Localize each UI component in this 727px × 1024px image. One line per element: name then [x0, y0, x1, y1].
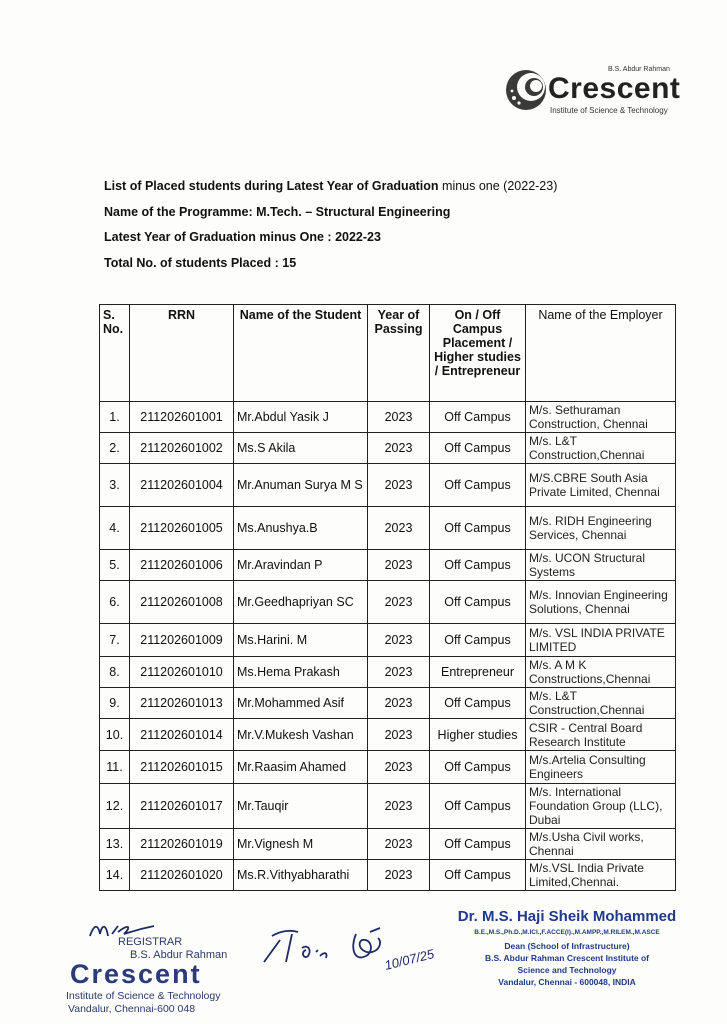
- signature-date: 10/07/25: [382, 946, 436, 973]
- row-sno: 2.: [100, 433, 130, 464]
- table-row: [100, 507, 676, 550]
- row-student-name: Mr.V.Mukesh Vashan: [234, 719, 368, 751]
- row-sno: 5.: [100, 550, 130, 581]
- row-rrn: 211202601017: [130, 784, 234, 829]
- row-rrn: 211202601009: [130, 624, 234, 657]
- row-sno: 14.: [100, 860, 130, 891]
- row-sno: 4.: [100, 507, 130, 550]
- row-sno: 3.: [100, 464, 130, 507]
- row-year: 2023: [368, 719, 430, 751]
- institute-logo: [500, 62, 700, 122]
- row-year: 2023: [368, 507, 430, 550]
- row-rrn: 211202601008: [130, 581, 234, 624]
- row-employer: M/s. L&T Construction,Chennai: [526, 433, 676, 464]
- header-employer: Name of the Employer: [526, 305, 676, 402]
- row-rrn: 211202601019: [130, 829, 234, 860]
- dean-institute-line1: B.S. Abdur Rahman Crescent Institute of: [484, 953, 650, 963]
- row-placement: Off Campus: [430, 860, 526, 891]
- row-sno: 1.: [100, 402, 130, 433]
- dean-title: Dean (School of Infrastructure): [504, 941, 630, 951]
- row-year: 2023: [368, 550, 430, 581]
- dean-address: Vandalur, Chennai - 600048, INDIA: [498, 977, 636, 987]
- registrar-org: B.S. Abdur Rahman: [130, 949, 228, 961]
- table-row: [100, 829, 676, 860]
- registrar-seal: [66, 920, 256, 1020]
- row-year: 2023: [368, 688, 430, 719]
- header-year: Year of Passing: [368, 305, 430, 402]
- header-sno: S. No.: [100, 305, 130, 402]
- dean-qualifications: B.E.,M.S.,Ph.D.,M.ICI.,F.ACCE(I).,M.AMPP.,M.RILEM.,M.ASCE: [474, 929, 660, 936]
- row-year: 2023: [368, 829, 430, 860]
- row-rrn: 211202601006: [130, 550, 234, 581]
- row-rrn: 211202601001: [130, 402, 234, 433]
- row-year: 2023: [368, 751, 430, 784]
- row-employer: M/s. International Foundation Group (LLC), Dubai: [526, 784, 676, 829]
- row-sno: 8.: [100, 657, 130, 688]
- row-placement: Off Campus: [430, 402, 526, 433]
- row-student-name: Mr.Vignesh M: [234, 829, 368, 860]
- row-student-name: Ms.R.Vithyabharathi: [234, 860, 368, 891]
- table-row: [100, 860, 676, 891]
- table-row: [100, 581, 676, 624]
- row-placement: Off Campus: [430, 507, 526, 550]
- row-placement: Off Campus: [430, 581, 526, 624]
- row-student-name: Mr.Geedhapriyan SC: [234, 581, 368, 624]
- row-placement: Off Campus: [430, 433, 526, 464]
- list-heading-normal: minus one (2022-23): [442, 179, 558, 193]
- row-employer: CSIR - Central Board Research Institute: [526, 719, 676, 751]
- total-placed-heading: Total No. of students Placed : 15: [104, 256, 297, 270]
- registrar-institute: Institute of Science & Technology: [66, 990, 221, 1002]
- row-employer: M/s.Usha Civil works, Chennai: [526, 829, 676, 860]
- row-sno: 7.: [100, 624, 130, 657]
- header-placement: On / Off Campus Placement / Higher studies / Entrepreneur: [430, 305, 526, 402]
- row-sno: 11.: [100, 751, 130, 784]
- row-year: 2023: [368, 657, 430, 688]
- row-student-name: Mr.Tauqir: [234, 784, 368, 829]
- row-student-name: Ms.S Akila: [234, 433, 368, 464]
- registrar-brand: Crescent: [70, 959, 202, 989]
- table-row: [100, 784, 676, 829]
- registrar-role: REGISTRAR: [118, 936, 183, 948]
- row-sno: 10.: [100, 719, 130, 751]
- row-sno: 6.: [100, 581, 130, 624]
- row-placement: Off Campus: [430, 688, 526, 719]
- row-employer: M/s. Sethuraman Construction, Chennai: [526, 402, 676, 433]
- row-placement: Off Campus: [430, 751, 526, 784]
- table-row: [100, 688, 676, 719]
- row-employer: M/s. A M K Constructions,Chennai: [526, 657, 676, 688]
- crescent-logo-icon: [504, 68, 548, 112]
- row-placement: Off Campus: [430, 464, 526, 507]
- dean-seal: [442, 908, 692, 988]
- header-rrn: RRN: [130, 305, 234, 402]
- programme-heading: Name of the Programme: M.Tech. – Structural Engineering: [104, 205, 451, 219]
- row-student-name: Mr.Mohammed Asif: [234, 688, 368, 719]
- row-employer: M/s.VSL India Private Limited,Chennai.: [526, 860, 676, 891]
- logo-brand: Crescent: [548, 72, 681, 105]
- row-placement: Off Campus: [430, 829, 526, 860]
- table-row: [100, 433, 676, 464]
- table-row: [100, 719, 676, 751]
- row-rrn: 211202601005: [130, 507, 234, 550]
- latest-year-heading: Latest Year of Graduation minus One : 2022-23: [104, 230, 381, 244]
- row-employer: M/s. VSL INDIA PRIVATE LIMITED: [526, 624, 676, 657]
- row-year: 2023: [368, 860, 430, 891]
- row-rrn: 211202601020: [130, 860, 234, 891]
- header-name: Name of the Student: [234, 305, 368, 402]
- row-rrn: 211202601004: [130, 464, 234, 507]
- row-employer: M/s. Innovian Engineering Solutions, Chennai: [526, 581, 676, 624]
- row-student-name: Mr.Aravindan P: [234, 550, 368, 581]
- table-row: [100, 464, 676, 507]
- row-year: 2023: [368, 402, 430, 433]
- row-rrn: 211202601013: [130, 688, 234, 719]
- row-year: 2023: [368, 433, 430, 464]
- table-row: [100, 624, 676, 657]
- logo-subtitle: Institute of Science & Technology: [550, 106, 668, 115]
- row-year: 2023: [368, 784, 430, 829]
- row-sno: 9.: [100, 688, 130, 719]
- table-row: [100, 402, 676, 433]
- table-row: [100, 657, 676, 688]
- row-year: 2023: [368, 624, 430, 657]
- row-year: 2023: [368, 581, 430, 624]
- table-row: [100, 550, 676, 581]
- row-placement: Off Campus: [430, 784, 526, 829]
- row-employer: M/s. RIDH Engineering Services, Chennai: [526, 507, 676, 550]
- row-placement: Off Campus: [430, 624, 526, 657]
- placement-table: [99, 304, 676, 891]
- table-row: [100, 751, 676, 784]
- row-placement: Off Campus: [430, 550, 526, 581]
- row-student-name: Mr.Abdul Yasik J: [234, 402, 368, 433]
- table-header-row: [100, 305, 676, 402]
- registrar-place: Vandalur, Chennai-600 048: [68, 1003, 196, 1015]
- row-student-name: Ms.Anushya.B: [234, 507, 368, 550]
- row-placement: Entrepreneur: [430, 657, 526, 688]
- row-employer: M/s. L&T Construction,Chennai: [526, 688, 676, 719]
- logo-tagline: B.S. Abdur Rahman: [608, 66, 670, 73]
- row-placement: Higher studies: [430, 719, 526, 751]
- row-sno: 13.: [100, 829, 130, 860]
- row-sno: 12.: [100, 784, 130, 829]
- row-employer: M/S.CBRE South Asia Private Limited, Chennai: [526, 464, 676, 507]
- row-employer: M/s.Artelia Consulting Engineers: [526, 751, 676, 784]
- dean-name: Dr. M.S. Haji Sheik Mohammed: [457, 908, 677, 925]
- row-student-name: Ms.Harini. M: [234, 624, 368, 657]
- row-student-name: Mr.Anuman Surya M S: [234, 464, 368, 507]
- row-rrn: 211202601015: [130, 751, 234, 784]
- row-student-name: Mr.Raasim Ahamed: [234, 751, 368, 784]
- list-heading-bold: List of Placed students during Latest Year of Graduation: [104, 179, 439, 193]
- row-employer: M/s. UCON Structural Systems: [526, 550, 676, 581]
- row-rrn: 211202601002: [130, 433, 234, 464]
- row-year: 2023: [368, 464, 430, 507]
- row-rrn: 211202601014: [130, 719, 234, 751]
- list-heading: [104, 179, 557, 193]
- dean-institute-line2: Science and Technology: [517, 965, 617, 975]
- row-student-name: Ms.Hema Prakash: [234, 657, 368, 688]
- row-rrn: 211202601010: [130, 657, 234, 688]
